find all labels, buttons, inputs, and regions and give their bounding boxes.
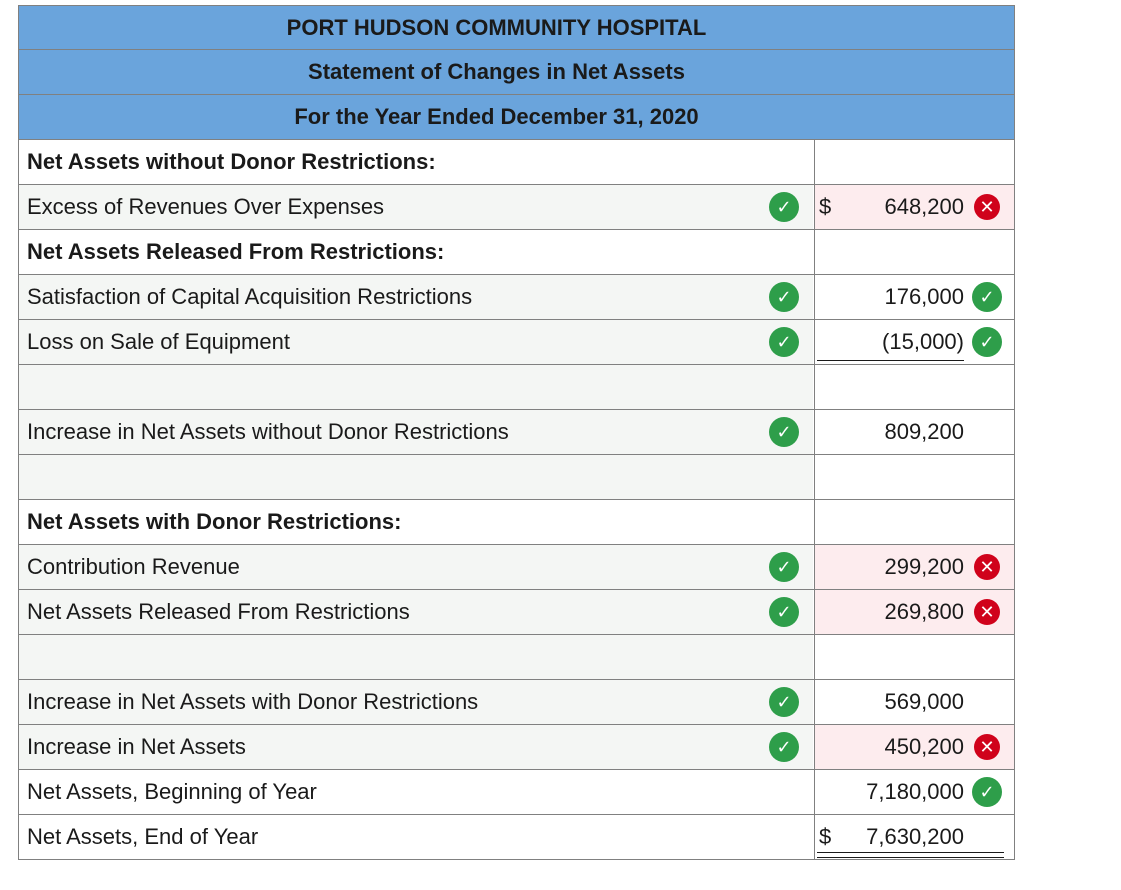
amount-value: 809,200	[884, 419, 964, 444]
table-row	[19, 545, 1014, 590]
check-circle-icon: ✓	[769, 282, 799, 312]
amount-input[interactable]	[814, 590, 1014, 634]
amount-input[interactable]	[814, 455, 1014, 499]
amount-input[interactable]	[814, 365, 1014, 409]
table-row	[19, 275, 1014, 320]
statement-title: Statement of Changes in Net Assets	[19, 50, 1014, 95]
subtotal-underline	[817, 360, 964, 361]
table-row	[19, 230, 1014, 275]
row-label-select[interactable]: Increase in Net Assets with Donor Restrictions	[19, 680, 813, 724]
amount-input[interactable]	[814, 680, 1014, 724]
table-row	[19, 365, 1014, 410]
amount-input[interactable]	[814, 725, 1014, 769]
table-row	[19, 455, 1014, 500]
row-label-select[interactable]: Increase in Net Assets	[19, 725, 813, 769]
statement-table	[18, 5, 1015, 860]
row-label: Net Assets, End of Year	[27, 824, 259, 849]
dollar-sign: $	[819, 824, 832, 849]
row-label: Net Assets, Beginning of Year	[27, 779, 317, 804]
row-label-select[interactable]: Net Assets Released From Restrictions	[19, 590, 813, 634]
x-circle-icon: ✕	[974, 194, 1000, 220]
amount-value: 299,200	[884, 554, 964, 579]
amount-input[interactable]	[814, 185, 1014, 229]
check-circle-icon: ✓	[769, 597, 799, 627]
table-row	[19, 635, 1014, 680]
amount-cell	[814, 500, 1014, 544]
check-circle-icon: ✓	[769, 417, 799, 447]
amount-value: 450,200	[884, 734, 964, 759]
row-label-select[interactable]: Satisfaction of Capital Acquisition Restrictions	[19, 275, 813, 319]
amount-value: 176,000	[884, 284, 964, 309]
x-circle-icon: ✕	[974, 734, 1000, 760]
amount-value: 648,200	[884, 194, 964, 219]
table-row	[19, 725, 1014, 770]
x-circle-icon: ✕	[974, 554, 1000, 580]
check-circle-icon: ✓	[972, 327, 1002, 357]
check-circle-icon: ✓	[972, 282, 1002, 312]
dollar-sign: $	[819, 194, 832, 219]
table-row	[19, 815, 1014, 860]
amount-input[interactable]	[814, 275, 1014, 319]
row-label-select[interactable]	[19, 455, 813, 499]
amount-value: (15,000)	[882, 329, 964, 354]
table-row	[19, 770, 1014, 815]
period-title: For the Year Ended December 31, 2020	[19, 95, 1014, 140]
row-label-select[interactable]: Increase in Net Assets without Donor Restrictions	[19, 410, 813, 454]
row-label-select[interactable]	[19, 635, 813, 679]
amount-input[interactable]	[814, 320, 1014, 364]
table-row	[19, 590, 1014, 635]
x-circle-icon: ✕	[974, 599, 1000, 625]
amount-cell	[814, 230, 1014, 274]
section-label: Net Assets without Donor Restrictions:	[27, 149, 436, 174]
amount-value: 7,180,000	[866, 779, 964, 804]
check-circle-icon: ✓	[769, 327, 799, 357]
amount-input[interactable]	[814, 815, 1014, 859]
check-circle-icon: ✓	[769, 192, 799, 222]
amount-cell	[814, 140, 1014, 184]
table-row	[19, 680, 1014, 725]
amount-value: 7,630,200	[866, 824, 964, 849]
check-circle-icon: ✓	[769, 687, 799, 717]
section-label: Net Assets with Donor Restrictions:	[27, 509, 402, 534]
table-row	[19, 140, 1014, 185]
table-row	[19, 410, 1014, 455]
row-label-select[interactable]	[19, 365, 813, 409]
table-row	[19, 500, 1014, 545]
check-circle-icon: ✓	[769, 732, 799, 762]
amount-value: 269,800	[884, 599, 964, 624]
row-label-select[interactable]: Contribution Revenue	[19, 545, 813, 589]
org-title: PORT HUDSON COMMUNITY HOSPITAL	[19, 5, 1014, 50]
amount-value: 569,000	[884, 689, 964, 714]
amount-input[interactable]	[814, 410, 1014, 454]
check-circle-icon: ✓	[972, 777, 1002, 807]
section-label: Net Assets Released From Restrictions:	[27, 239, 445, 264]
table-row	[19, 185, 1014, 230]
row-label-select[interactable]: Loss on Sale of Equipment	[19, 320, 813, 364]
row-label-select[interactable]: Excess of Revenues Over Expenses	[19, 185, 813, 229]
total-double-underline	[817, 852, 1004, 858]
amount-input[interactable]	[814, 770, 1014, 814]
amount-input[interactable]	[814, 635, 1014, 679]
table-row	[19, 320, 1014, 365]
amount-input[interactable]	[814, 545, 1014, 589]
check-circle-icon: ✓	[769, 552, 799, 582]
